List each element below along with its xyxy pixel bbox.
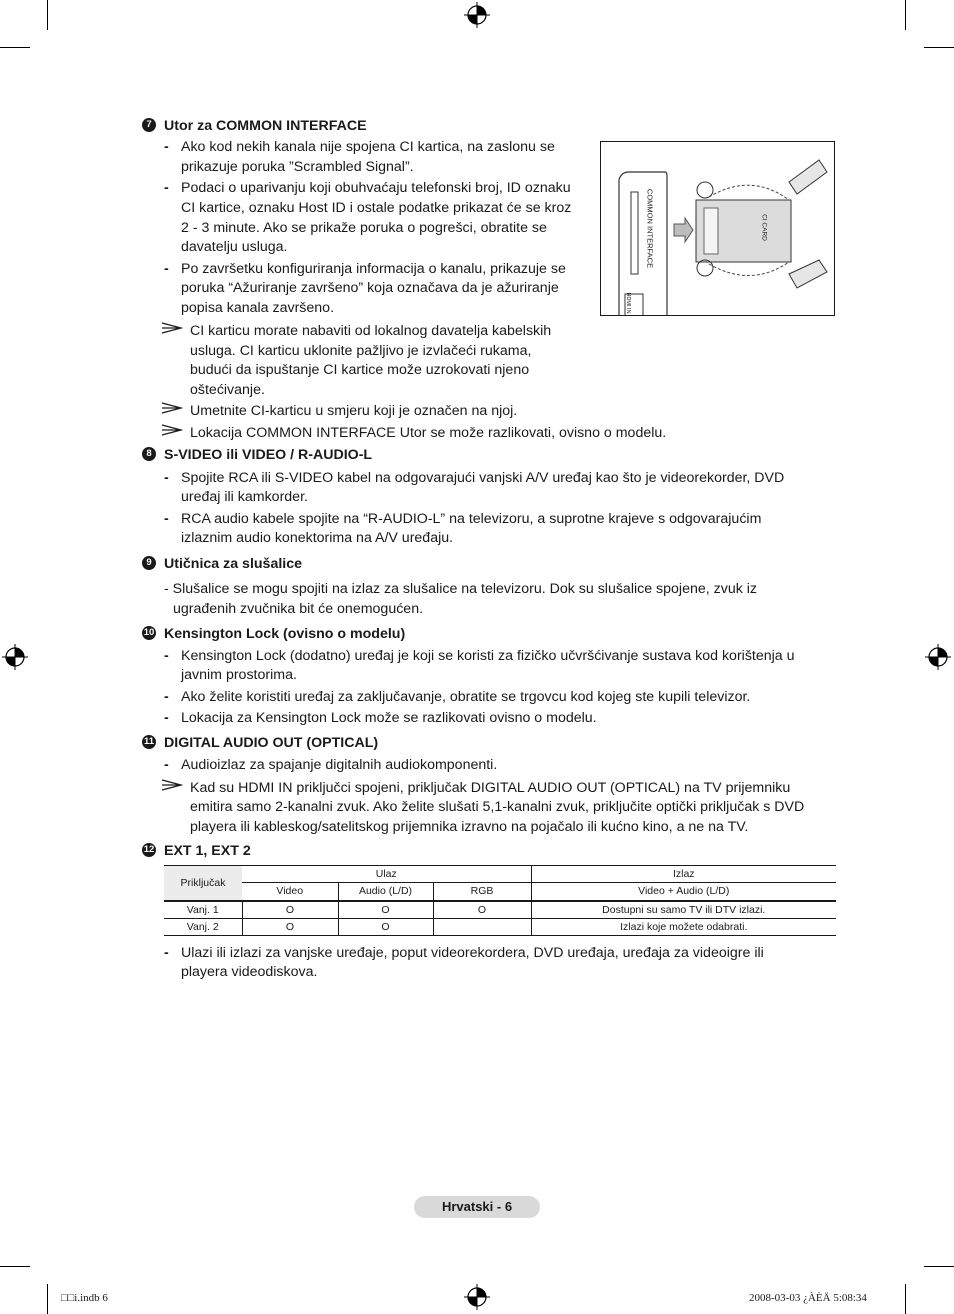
note-text: Umetnite CI-karticu u smjeru koji je označen na njoj. <box>190 403 518 419</box>
note-arrow-icon <box>161 322 183 334</box>
registration-mark-icon <box>2 644 28 670</box>
bullet-text: Kensington Lock (dodatno) uređaj je koji se koristi za fizičko učvršćivanje sustava kod korištenja u <box>181 648 795 664</box>
bullet-text: javnim prostorima. <box>181 667 297 683</box>
note-arrow-icon <box>161 402 183 414</box>
crop-mark <box>47 0 48 30</box>
file-name-label: □□i.indb 6 <box>61 1292 108 1304</box>
table-header-audio: Audio (L/D) <box>338 883 433 901</box>
bullet-text: Ulazi ili izlazi za vanjske uređaje, poput videorekordera, DVD uređaja, uređaja za videoigre ili <box>181 945 764 961</box>
card-label: CI CARD <box>760 214 768 241</box>
bullet-dash: - <box>164 511 169 527</box>
bullet-text: Podaci o uparivanju koji obuhvaćaju telefonski broj, ID oznaku <box>181 180 571 196</box>
crop-mark <box>0 1266 30 1267</box>
table-cell-port: Vanj. 1 <box>164 901 242 919</box>
section-number-badge: 10 <box>143 627 155 638</box>
section-number-badge: 11 <box>143 736 155 747</box>
table-cell-output: Dostupni su samo TV ili DTV izlazi. <box>531 901 836 919</box>
note-arrow-icon <box>161 779 183 791</box>
section-title: S-VIDEO ili VIDEO / R-AUDIO-L <box>164 447 373 463</box>
bullet-text: izlaznim audio konektorima na A/V uređaju. <box>181 530 454 546</box>
bullet-text: 2 - 3 minute. Ako se prikaže poruka o pogrešci, obratite se <box>181 220 547 236</box>
section-title: Kensington Lock (ovisno o modelu) <box>164 626 406 642</box>
section-number-badge: 12 <box>143 844 155 855</box>
table-row <box>164 901 836 919</box>
crop-mark <box>905 1284 906 1314</box>
table-cell-output: Izlazi koje možete odabrati. <box>531 918 836 935</box>
bullet-dash: - <box>164 710 169 726</box>
port-label: HDMI IN <box>625 292 631 314</box>
bullet-text: ugrađenih zvučnika bit će onemogućen. <box>173 601 424 617</box>
page-number-badge: Hrvatski - 6 <box>414 1196 540 1218</box>
crop-mark <box>47 1284 48 1314</box>
section-title: Utor za COMMON INTERFACE <box>164 118 367 134</box>
section-number-badge: 8 <box>142 447 156 461</box>
table-row <box>164 918 836 935</box>
table-cell-audio: O <box>338 918 433 935</box>
table-cell-audio: O <box>338 901 433 919</box>
note-text: Kad su HDMI IN priključci spojeni, priključak DIGITAL AUDIO OUT (OPTICAL) na TV prijemniku <box>190 780 791 796</box>
bullet-text: prikazuje poruka ”Scrambled Signal”. <box>181 159 414 175</box>
slot-label: COMMON INTERFACE <box>645 188 655 269</box>
note-text: oštećivanje. <box>190 382 265 398</box>
bullet-dash: - <box>164 261 169 277</box>
bullet-dash: - <box>164 689 169 705</box>
registration-mark-icon <box>925 644 951 670</box>
table-cell-port: Vanj. 2 <box>164 918 242 935</box>
bullet-text: Ako kod nekih kanala nije spojena CI kartica, na zaslonu se <box>181 139 555 155</box>
section-title: Utičnica za slušalice <box>164 556 303 572</box>
note-text: CI karticu morate nabaviti od lokalnog davatelja kabelskih <box>190 323 552 339</box>
bullet-dash: - <box>164 945 169 961</box>
registration-mark-icon <box>464 1284 490 1310</box>
bullet-text: Ako želite koristiti uređaj za zaključavanje, obratite se trgovcu kod kojeg ste kupili televizor. <box>181 689 751 705</box>
table-header-input: Ulaz <box>242 866 531 883</box>
note-text: usluga. CI karticu uklonite pažljivo je izvlačeći rukama, <box>190 343 532 359</box>
bullet-text: RCA audio kabele spojite na “R-AUDIO-L” na televizoru, a suprotne krajeve s odgovarajućim <box>181 511 762 527</box>
table-cell-video: O <box>242 901 338 919</box>
crop-mark <box>924 47 954 48</box>
table-header-video: Video <box>242 883 338 901</box>
crop-mark <box>905 0 906 30</box>
note-text: playera ili kableskog/satelitskog prijemnika izravno na pojačalo ili kućno kino, a ne na TV. <box>190 819 749 835</box>
bullet-text: Po završetku konfiguriranja informacija o kanalu, prikazuje se <box>181 261 566 277</box>
note-text: Lokacija COMMON INTERFACE Utor se može razlikovati, ovisno o modelu. <box>190 425 667 441</box>
section-title: EXT 1, EXT 2 <box>164 843 251 859</box>
bullet-text: poruka “Ažuriranje završeno” koja označava da je ažuriranje <box>181 280 559 296</box>
crop-mark <box>924 1266 954 1267</box>
bullet-dash: - <box>164 648 169 664</box>
bullet-text: playera videodiskova. <box>181 964 318 980</box>
bullet-text: - Slušalice se mogu spojiti na izlaz za slušalice na televizoru. Dok su slušalice spojene, zvuk iz <box>164 581 757 597</box>
bullet-text: uređaj ili kamkorder. <box>181 489 308 505</box>
ext-connector-table <box>164 865 836 936</box>
bullet-text: davatelju usluga. <box>181 239 288 255</box>
table-header-output-sub: Video + Audio (L/D) <box>531 883 836 901</box>
table-cell-rgb <box>433 918 531 935</box>
bullet-text: popisa kanala završeno. <box>181 300 335 316</box>
bullet-text: CI kartice, oznaku Host ID i ostale podatke prikazat će se kroz <box>181 200 572 216</box>
table-header-rgb: RGB <box>433 883 531 901</box>
table-cell-video: O <box>242 918 338 935</box>
note-text: budući da ispuštanje CI kartice može uzrokovati njeno <box>190 362 530 378</box>
timestamp-label: 2008-03-03 ¿ÀÈÄ 5:08:34 <box>749 1292 867 1304</box>
note-arrow-icon <box>161 424 183 436</box>
section-title: DIGITAL AUDIO OUT (OPTICAL) <box>164 735 379 751</box>
section-number-badge: 9 <box>142 556 156 570</box>
bullet-dash: - <box>164 139 169 155</box>
ci-card-illustration <box>600 141 835 316</box>
table-header-output: Izlaz <box>531 866 836 883</box>
section-number-badge: 7 <box>142 118 156 132</box>
bullet-dash: - <box>164 757 169 773</box>
table-cell-rgb: O <box>433 901 531 919</box>
note-text: emitira samo 2-kanalni zvuk. Ako želite slušati 5,1-kanalni zvuk, priključite optički priključak s DVD <box>190 799 805 815</box>
bullet-text: Audioizlaz za spajanje digitalnih audiokomponenti. <box>181 757 498 773</box>
bullet-dash: - <box>164 180 169 196</box>
bullet-text: Lokacija za Kensington Lock može se razlikovati ovisno o modelu. <box>181 710 597 726</box>
registration-mark-icon <box>464 2 490 28</box>
table-header-port: Priključak <box>164 866 242 901</box>
bullet-dash: - <box>164 470 169 486</box>
bullet-text: Spojite RCA ili S-VIDEO kabel na odgovarajući vanjski A/V uređaj kao što je videorekorder, DVD <box>181 470 785 486</box>
crop-mark <box>0 47 30 48</box>
